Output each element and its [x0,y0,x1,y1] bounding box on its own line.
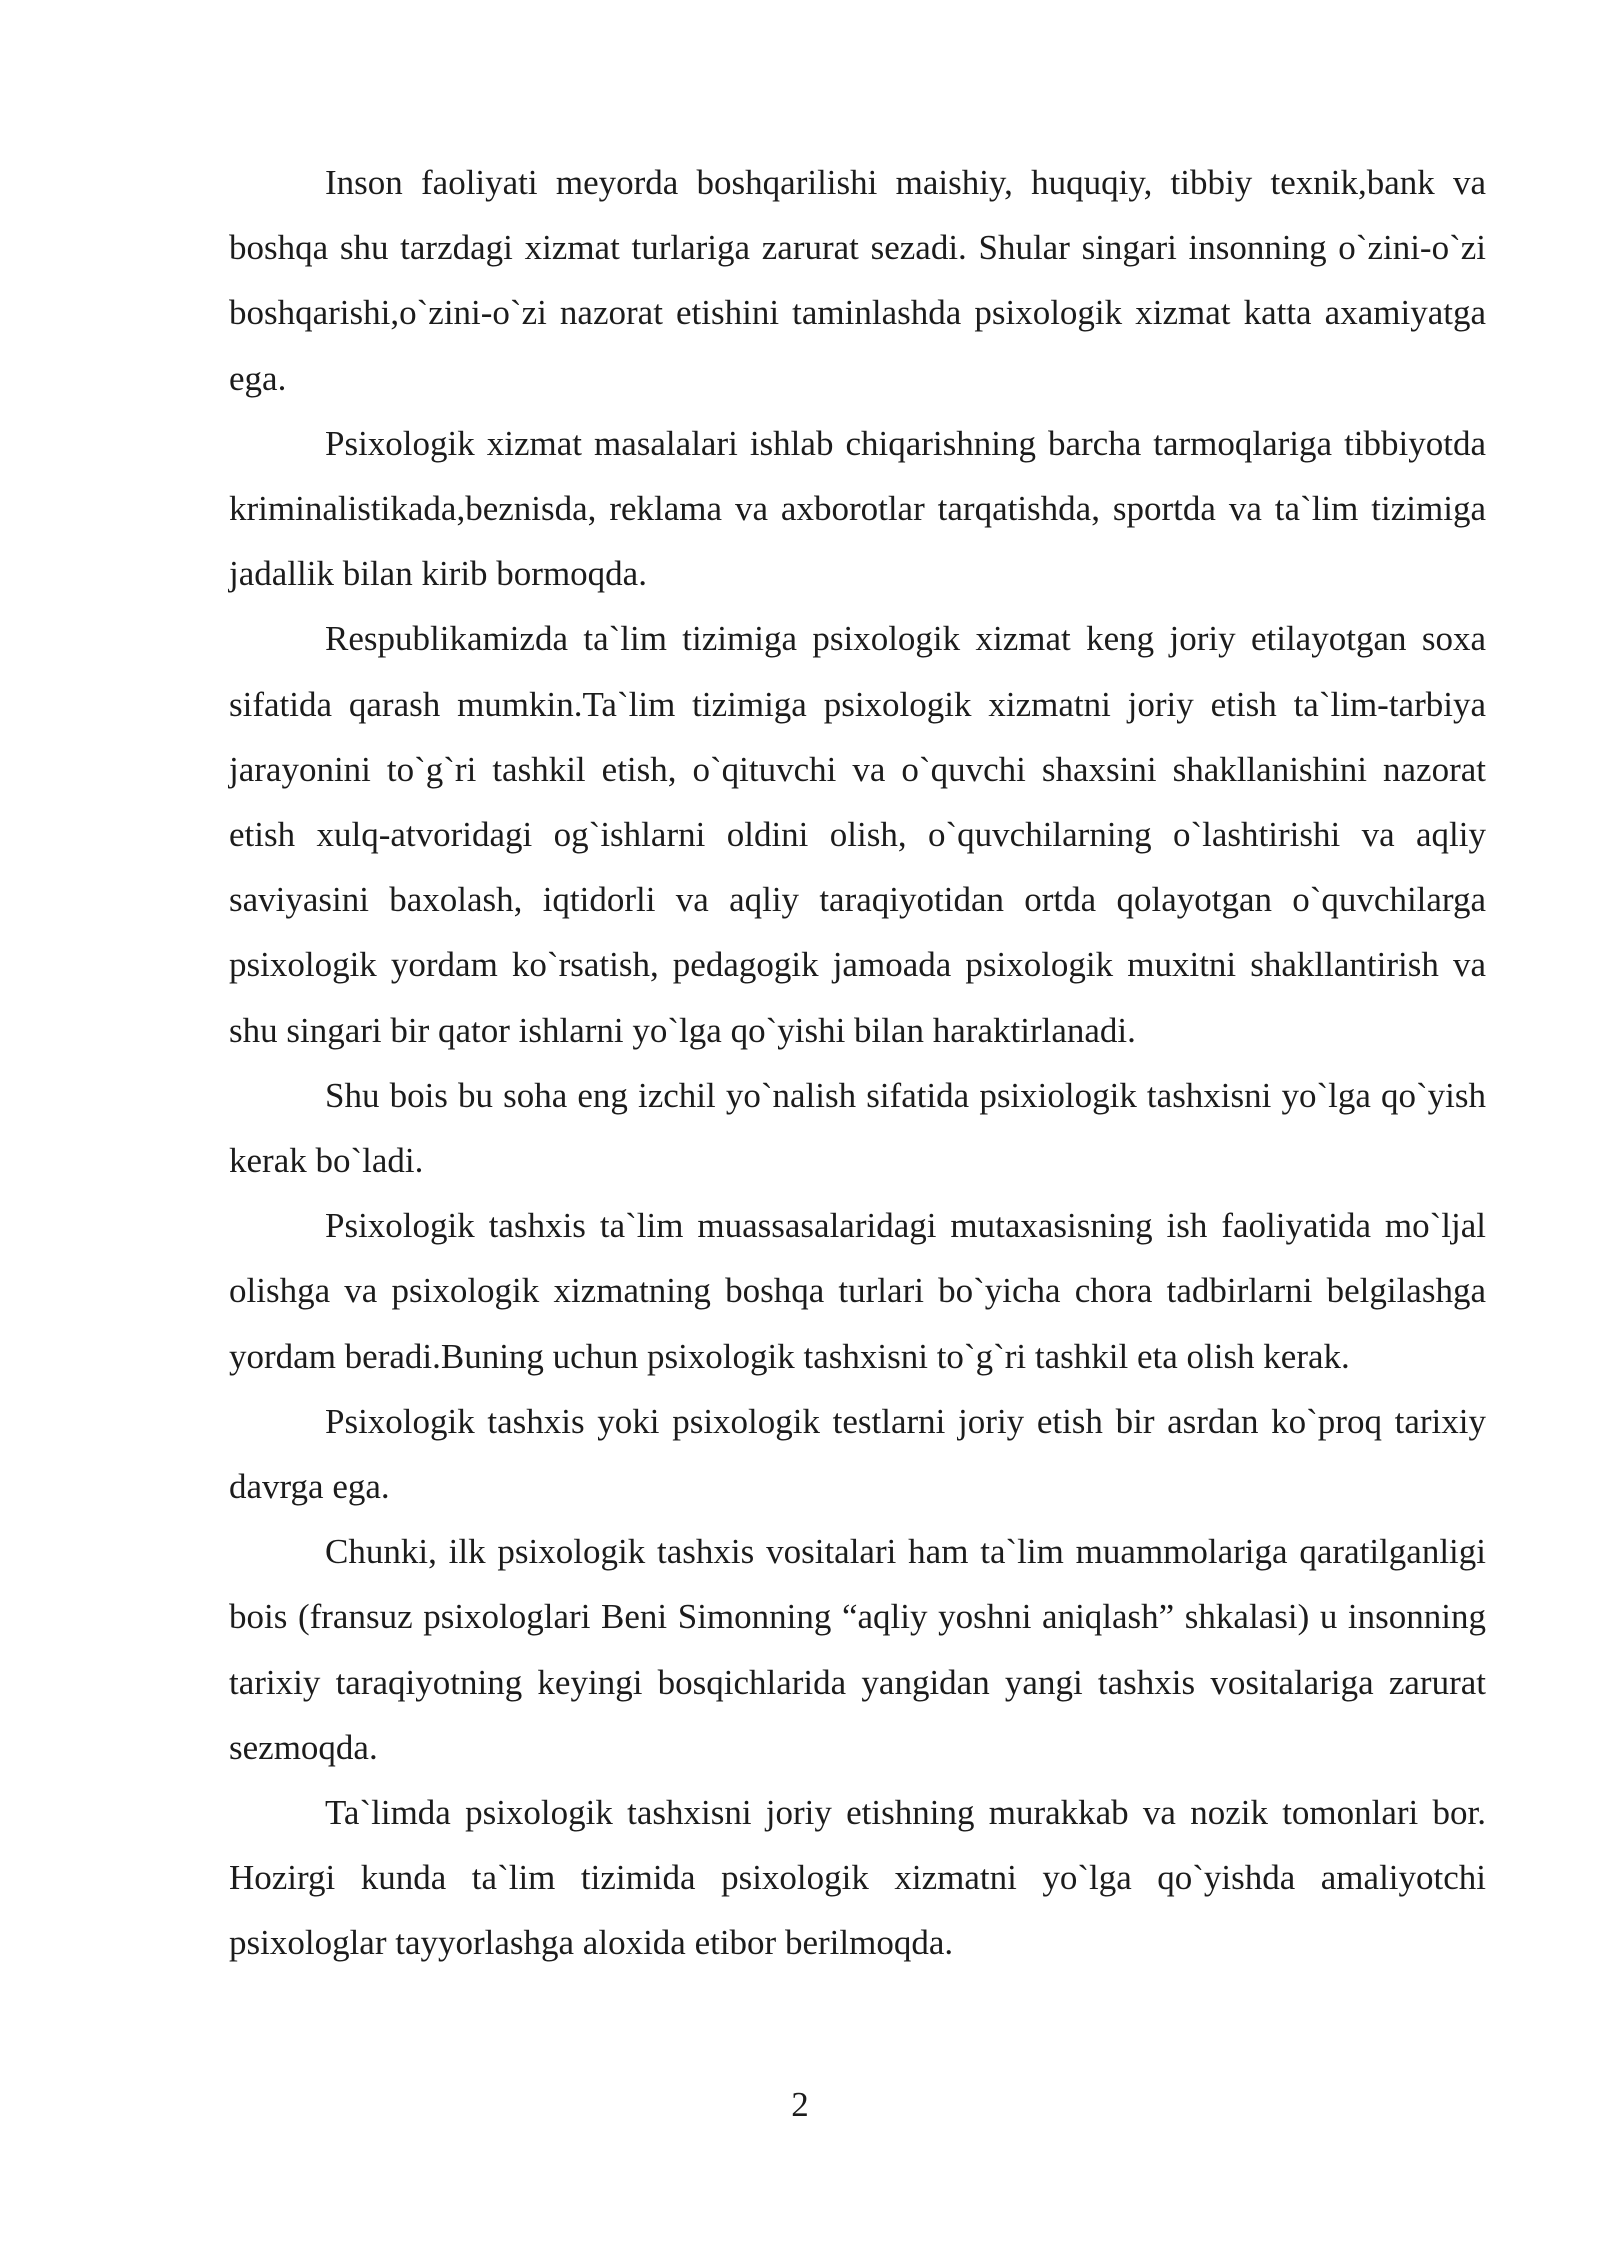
page-number: 2 [791,2085,809,2124]
paragraph: Chunki, ilk psixologik tashxis vositalari ham ta`lim muammolariga qaratilganligi bois (fransuz psixologlari Beni Simonning “aqliy yoshni aniqlash” shkalasi) u insonning tarixiy taraqiyotning keyingi bosqichlarida yangidan yangi tashxis vositalariga zarurat sezmoqda. [229,1532,1486,1767]
paragraph: Psixologik xizmat masalalari ishlab chiqarishning barcha tarmoqlariga tibbiyotda kriminalistikada,beznisda, reklama va axborotlar tarqatishda, sportda va ta`lim tizimiga jadallik bilan kirib bormoqda. [229,423,1486,594]
paragraph: Psixologik tashxis ta`lim muassasalaridagi mutaxasisning ish faoliyatida mo`ljal olishga va psixologik xizmatning boshqa turlari bo`yicha chora tadbirlarni belgilashga yordam beradi.Buning uchun psixologik tashxisni to`g`ri tashkil eta olish kerak. [229,1206,1486,1376]
paragraph: Inson faoliyati meyorda boshqarilishi maishiy, huquqiy, tibbiy texnik,bank va boshqa shu tarzdagi xizmat turlariga zarurat sezadi. Shular singari insonning o`zini-o`zi boshqarishi,o`zini-o`zi nazorat etishini taminlashda psixologik xizmat katta axamiyatga ega. [229,163,1486,398]
paragraph: Ta`limda psixologik tashxisni joriy etishning murakkab va nozik tomonlari bor. Hozirgi kunda ta`lim tizimida psixologik xizmatni yo`lga qo`yishda amaliyotchi psixologlar tayyorlashga aloxida etibor berilmoqda. [229,1793,1486,1963]
paragraph: Respublikamizda ta`lim tizimiga psixologik xizmat keng joriy etilayotgan soxa sifatida qarash mumkin.Ta`lim tizimiga psixologik xizmatni joriy etish ta`lim-tarbiya jarayonini to`g`ri tashkil etish, o`qituvchi va o`quvchi shaxsini shakllanishini nazorat etish xulq-atvoridagi og`ishlarni oldini olish, o`quvchilarning o`lashtirishi va aqliy saviyasini baxolash, iqtidorli va aqliy taraqiyotidan ortda qolayotgan o`quvchilarga psixologik yordam ko`rsatish, pedagogik jamoada psixologik muxitni shakllantirish va shu singari bir qator ishlarni yo`lga qo`yishi bilan haraktirlanadi. [229,619,1486,1050]
paragraph: Psixologik tashxis yoki psixologik testlarni joriy etish bir asrdan ko`proq tarixiy davrga ega. [229,1401,1486,1507]
paragraph: Shu bois bu soha eng izchil yo`nalish sifatida psixiologik tashxisni yo`lga qo`yish kerak bo`ladi. [229,1075,1486,1181]
body-text [229,150,1486,1976]
